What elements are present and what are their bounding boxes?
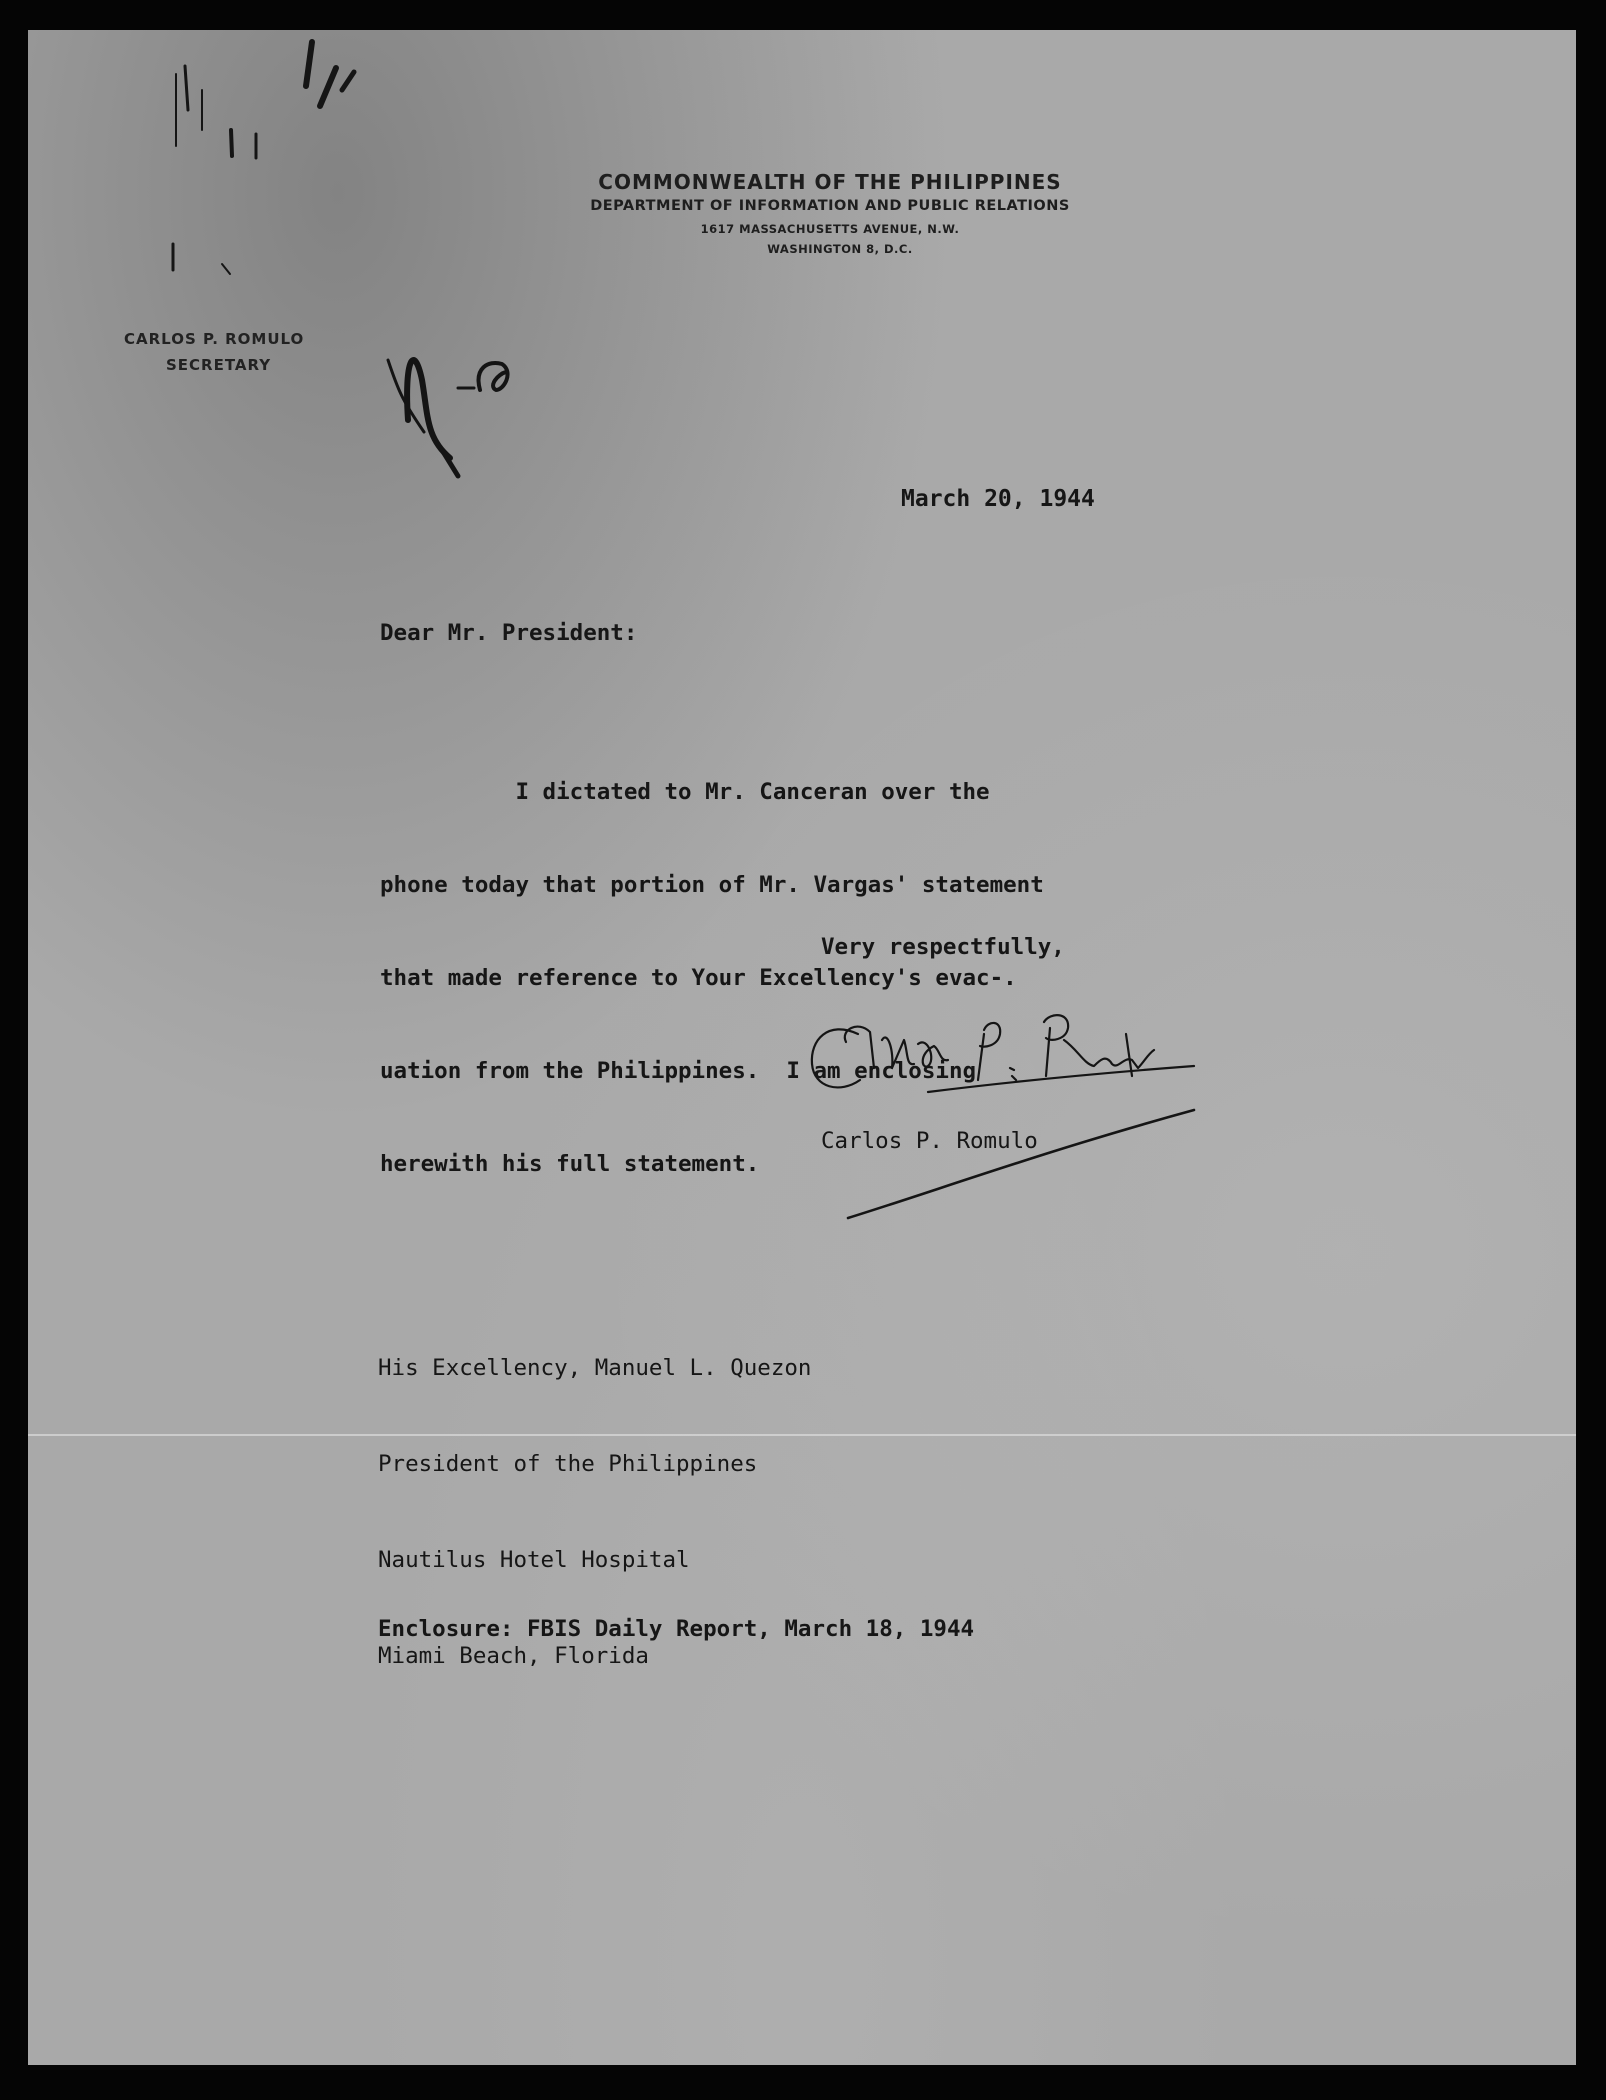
sender-title: SECRETARY — [166, 356, 272, 374]
body-line: herewith his full statement. — [380, 1151, 760, 1177]
body-line: that made reference to Your Excellency's evac-. — [380, 965, 1017, 991]
letter-page — [28, 30, 1576, 2065]
recipient-address — [378, 1288, 811, 1736]
letterhead-organization: COMMONWEALTH OF THE PHILIPPINES — [598, 170, 1062, 194]
sender-name: CARLOS P. ROMULO — [124, 330, 305, 348]
typed-signature-name: Carlos P. Romulo — [821, 1128, 1038, 1154]
letterhead — [490, 170, 1170, 256]
body-line: phone today that portion of Mr. Vargas' statement — [380, 872, 1044, 898]
letter-date: March 20, 1944 — [901, 486, 1095, 512]
sender-block — [124, 326, 304, 378]
letterhead-address: 1617 MASSACHUSETTS AVENUE, N.W. — [700, 222, 960, 236]
letterhead-department: DEPARTMENT OF INFORMATION AND PUBLIC RELATIONS — [590, 198, 1070, 214]
recipient-line: President of the Philippines — [378, 1451, 758, 1477]
body-line: uation from the Philippines. I am enclosing — [380, 1058, 977, 1084]
closing: Very respectfully, — [821, 934, 1065, 960]
recipient-line: Miami Beach, Florida — [378, 1643, 649, 1669]
letterhead-city: WASHINGTON 8, D.C. — [767, 242, 913, 256]
salutation: Dear Mr. President: — [380, 620, 638, 646]
enclosure-note: Enclosure: FBIS Daily Report, March 18, 1944 — [378, 1616, 975, 1642]
initials-signature — [368, 320, 548, 520]
ink-marks — [128, 30, 388, 280]
body-line: I dictated to Mr. Canceran over the — [380, 779, 990, 805]
handwritten-signature — [788, 990, 1208, 1220]
recipient-line: Nautilus Hotel Hospital — [378, 1547, 690, 1573]
recipient-line: His Excellency, Manuel L. Quezon — [378, 1355, 812, 1381]
